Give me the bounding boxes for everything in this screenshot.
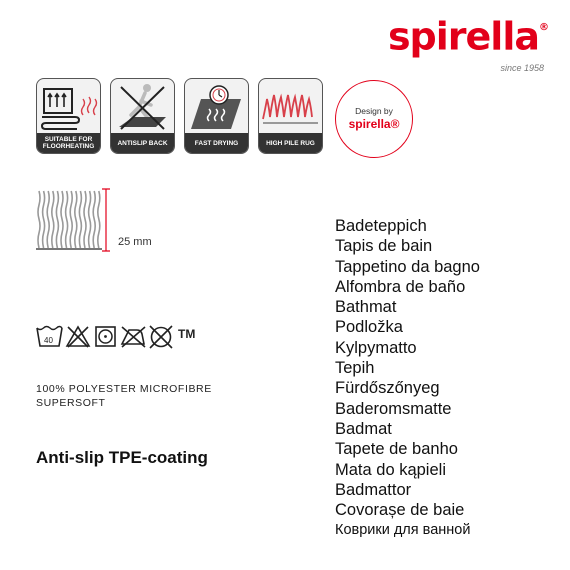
pile-fibers <box>38 191 100 248</box>
product-name-translations <box>335 216 480 540</box>
high-pile-icon <box>259 79 322 135</box>
badge-label: SUITABLE FOR FLOORHEATING <box>37 133 100 153</box>
badge-floorheating <box>36 78 101 154</box>
translation-nl: Badmat <box>335 419 392 438</box>
translation-pl: Mata do kąpieli <box>335 460 446 479</box>
care-trademark: TM <box>178 327 196 341</box>
translation-ro: Covorașe de baie <box>335 501 465 520</box>
translation-es: Alfombra de baño <box>335 277 466 296</box>
translation-fr: Tapis de bain <box>335 237 433 256</box>
tumble-dry-icon <box>96 327 115 346</box>
badge-label: HIGH PILE RUG <box>259 133 322 153</box>
translation-no: Baderomsmatte <box>335 399 452 418</box>
design-by-seal <box>335 80 413 158</box>
translation-de: Badeteppich <box>335 217 427 235</box>
badge-high-pile <box>258 78 323 154</box>
translation-it: Tappetino da bagno <box>335 257 480 276</box>
design-by-label: Design by <box>355 106 393 116</box>
material-composition: 100% POLYESTER MICROFIBRE <box>36 383 212 395</box>
wash-40-icon <box>37 327 62 347</box>
translation-en: Bathmat <box>335 298 397 317</box>
care-symbols <box>36 322 211 355</box>
translation-sv: Badmattor <box>335 480 412 499</box>
brand-logo-block <box>388 14 548 73</box>
translation-ru: Коврики для ванной <box>335 522 471 539</box>
design-by-brand: spirella® <box>348 117 400 131</box>
badge-label: FAST DRYING <box>185 133 248 153</box>
badge-fast-drying <box>184 78 249 154</box>
antislip-icon <box>111 79 174 135</box>
no-bleach-icon <box>67 327 89 347</box>
fast-drying-icon <box>185 79 248 135</box>
no-iron-icon <box>122 327 145 347</box>
translation-hr: Tepih <box>335 359 375 378</box>
pile-height-marker <box>102 189 110 251</box>
floorheating-icon <box>37 79 100 135</box>
badge-label: ANTISLIP BACK <box>111 133 174 153</box>
translation-fi: Kylpymatto <box>335 338 417 357</box>
pile-fibers-icon <box>36 186 116 254</box>
brand-tagline: since 1958 <box>500 62 544 73</box>
material-info <box>36 382 212 410</box>
pile-height-illustration <box>36 186 116 259</box>
translation-hu: Fürdőszőnyeg <box>335 379 440 398</box>
translation-cs: Podložka <box>335 318 403 337</box>
feature-badges <box>36 78 323 154</box>
badge-antislip <box>110 78 175 154</box>
material-finish: SUPERSOFT <box>36 397 106 409</box>
svg-text:40: 40 <box>44 336 53 345</box>
pile-height-label: 25 mm <box>118 236 152 248</box>
brand-logo: spirella® <box>387 14 548 59</box>
coating-label: Anti-slip TPE-coating <box>36 448 208 467</box>
translation-pt: Tapete de banho <box>335 440 458 459</box>
no-dry-clean-icon <box>150 326 172 348</box>
